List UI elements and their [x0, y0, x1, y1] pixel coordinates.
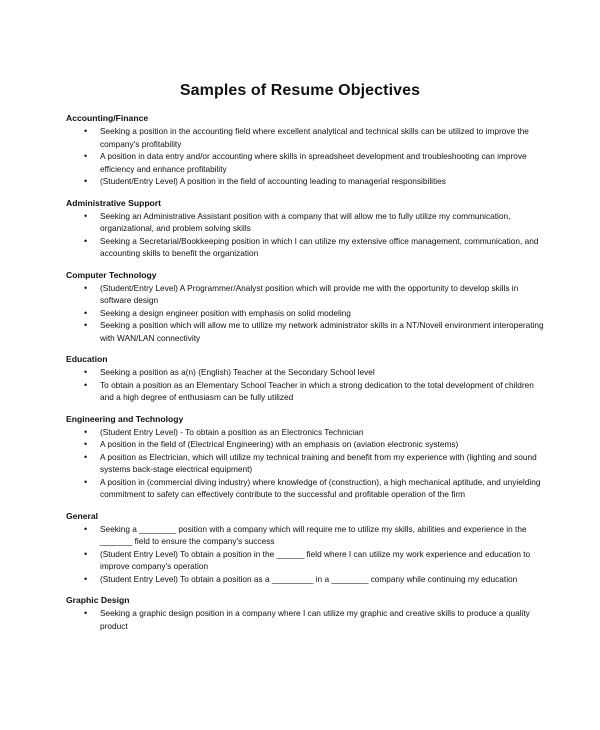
list-item-text: Seeking a position as a(n) (English) Teacher at the Secondary School level [100, 367, 375, 377]
list-item [66, 426, 546, 439]
list-item [66, 451, 546, 476]
bullet-icon: • [84, 235, 88, 246]
list-item-text: (Student Entry Level) To obtain a position in the ______ field where I can utilize my work experience and education to improve company's operation [100, 548, 531, 571]
list-item-text: A position in the field of (Electrical Engineering) with an emphasis on (aviation electronic systems) [100, 439, 459, 449]
list-item [66, 607, 546, 632]
list-item [66, 476, 546, 501]
list-item-text: Seeking a graphic design position in a company where I can utilize my graphic and creative skills to produce a quality product [100, 608, 530, 631]
section-heading: Engineering and Technology [66, 413, 184, 424]
bullet-icon: • [84, 523, 88, 534]
bullet-icon: • [84, 307, 88, 318]
section-accounting-finance [66, 112, 546, 188]
section-heading: Education [66, 354, 108, 364]
section-heading: Graphic Design [66, 595, 130, 605]
bullet-icon: • [84, 210, 88, 221]
list-item-text: To obtain a position as an Elementary School Teacher in which a strong dedication to the total development of children and a high degree of enthusiasm can be fully utilized [100, 379, 534, 402]
bullet-icon: • [84, 320, 88, 330]
list-item-text: Seeking a ________ position with a company which will require me to utilize my skills, abilities and experience in the _______ field to ensure the company's success [100, 523, 527, 546]
list-item-text: Seeking a position which will allow me to utilize my network administrator skills in a NT/Novell environment interoperating with WAN/LAN connectivity [100, 320, 544, 343]
list-item-text: (Student/Entry Level) A Programmer/Analyst position which will provide me with the opportunity to develop skills in software design [100, 282, 519, 305]
bullet-icon: • [84, 379, 88, 390]
list-item [66, 235, 546, 260]
bullet-icon: • [84, 176, 88, 186]
list-item [66, 282, 546, 307]
bullet-list [66, 210, 546, 260]
list-item-text: Seeking a position in the accounting field where excellent analytical and technical skills can be utilized to improve the company's profitability [100, 126, 529, 149]
bullet-icon: • [84, 126, 88, 136]
bullet-list [66, 426, 546, 501]
bullet-list [66, 366, 546, 404]
section-heading: Computer Technology [66, 269, 157, 280]
section-heading: Accounting/Finance [66, 113, 149, 123]
bullet-icon: • [84, 426, 88, 437]
bullet-icon: • [84, 573, 88, 584]
bullet-list [66, 282, 546, 345]
list-item-text: Seeking an Administrative Assistant position with a company that will allow me to fully utilize my communication, organizational, and problem solving skills [100, 210, 511, 233]
bullet-list [66, 125, 546, 188]
section-general [66, 510, 546, 586]
section-heading: General [66, 510, 99, 521]
list-item [66, 150, 546, 175]
bullet-icon: • [84, 367, 88, 377]
bullet-icon: • [84, 548, 88, 559]
list-item [66, 125, 546, 150]
list-item [66, 307, 546, 320]
list-item [66, 366, 546, 379]
list-item [66, 523, 546, 548]
list-item [66, 210, 546, 235]
list-item-text: Seeking a Secretarial/Bookkeeping position in which I can utilize my extensive office management, communication, and accounting skills to benefit the organization [100, 235, 539, 258]
list-item-text: (Student Entry Level) - To obtain a position as an Electronics Technician [100, 426, 364, 437]
section-engineering-and-technology [66, 413, 546, 501]
bullet-list [66, 523, 546, 586]
list-item [66, 573, 546, 586]
list-item [66, 319, 546, 344]
section-heading: Administrative Support [66, 197, 162, 208]
page-title: Samples of Resume Objectives [179, 82, 421, 99]
section-graphic-design [66, 594, 546, 632]
list-item-text: (Student Entry Level) To obtain a position as a _________ in a ________ company while continuing my education [100, 573, 518, 584]
list-item-text: A position in (commercial diving industry) where knowledge of (construction), a high mechanical aptitude, and unyielding commitment to safety can effectively contribute to the successful and profitable operation of the firm [100, 476, 541, 499]
list-item [66, 438, 546, 451]
list-item-text: (Student/Entry Level) A position in the field of accounting leading to managerial responsibilities [100, 176, 446, 186]
list-item-text: Seeking a design engineer position with emphasis on solid modeling [100, 307, 351, 318]
bullet-icon: • [84, 439, 88, 449]
bullet-icon: • [84, 451, 88, 462]
bullet-list [66, 607, 546, 632]
bullet-icon: • [84, 151, 88, 161]
section-administrative-support [66, 197, 546, 260]
list-item [66, 548, 546, 573]
list-item [66, 175, 546, 188]
bullet-icon: • [84, 608, 88, 618]
list-item-text: A position as Electrician, which will utilize my technical training and benefit from my experience with (lighting and sound systems back-stage electrical equipment) [100, 451, 537, 474]
bullet-icon: • [84, 476, 88, 487]
section-education [66, 353, 546, 404]
bullet-icon: • [84, 282, 88, 293]
section-computer-technology [66, 269, 546, 345]
list-item [66, 379, 546, 404]
list-item-text: A position in data entry and/or accounting where skills in spreadsheet development and troubleshooting can improve efficiency and enhance profitability [100, 151, 527, 174]
objectives-list [66, 112, 546, 641]
